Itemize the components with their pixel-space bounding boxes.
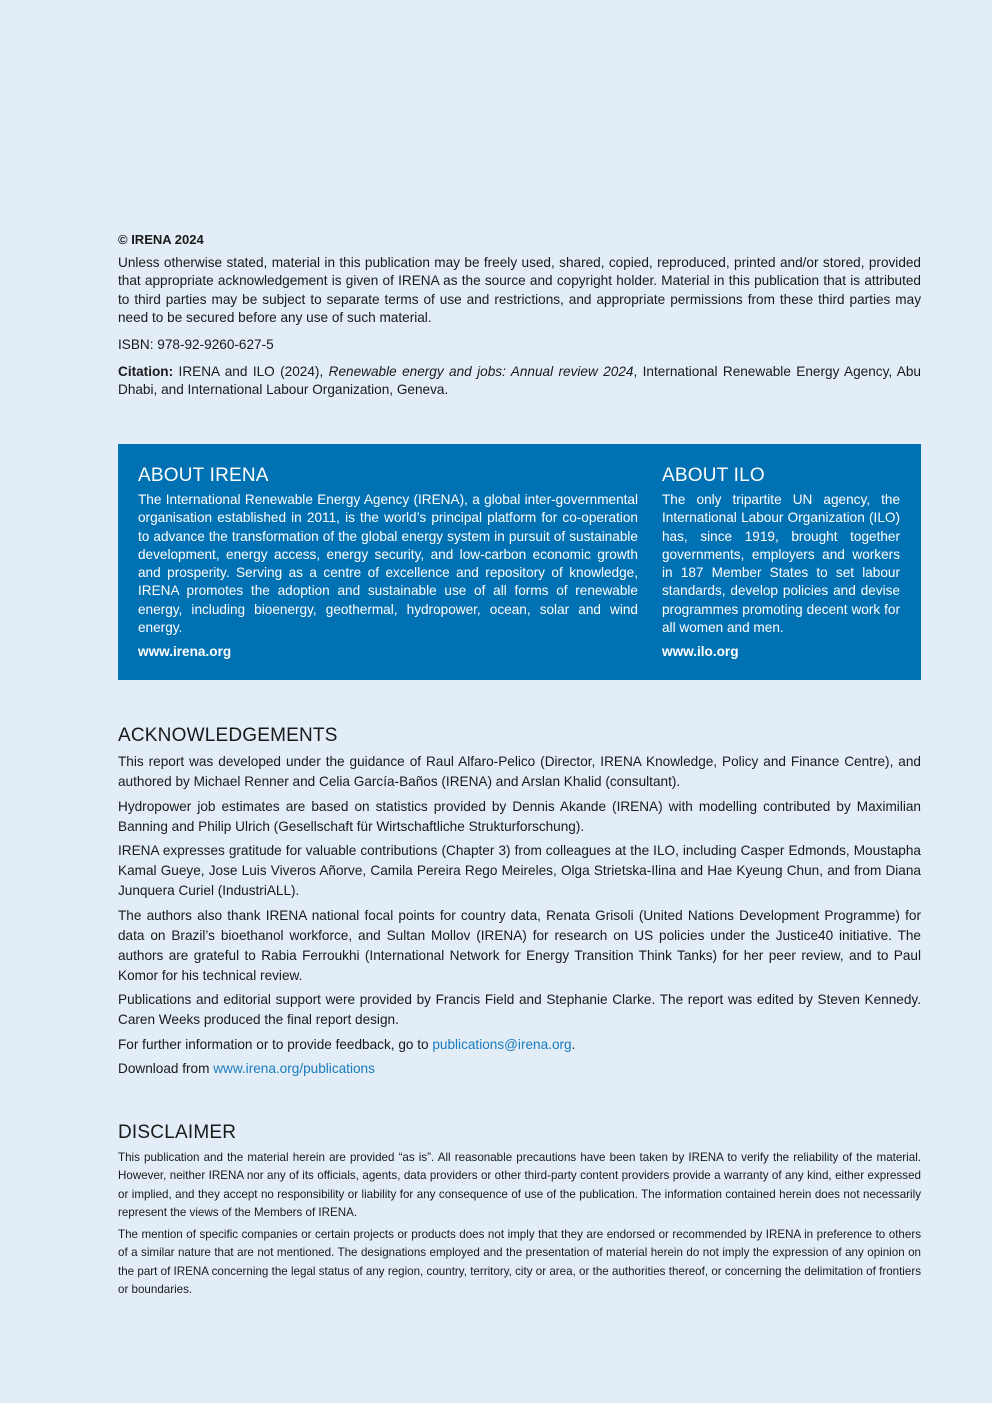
copyright-section — [118, 231, 921, 400]
citation-suffix: , International Renewable Energy Agency, Abu Dhabi, and International Labour Organization, Geneva. — [118, 364, 921, 398]
about-ilo-column — [662, 464, 900, 661]
isbn-text: ISBN: 978-92-9260-627-5 — [118, 337, 274, 353]
about-box — [118, 444, 921, 680]
acknowledgements-paragraph: The authors also thank IRENA national focal points for country data, Renata Grisoli (United Nations Development Programme) for data on Brazil’s bioethanol workforce, and Sultan Mollov (IRENA) for research on US policies under the Justice40 initiative. The authors are grateful to Rabia Ferroukhi (International Network for Energy Transition Think Tanks) for her peer review, and to Paul Komor for his technical review. — [118, 907, 921, 983]
disclaimer-paragraph: The mention of specific companies or certain projects or products does not imply that they are endorsed or recommended by IRENA in preference to others of a similar nature that are not mentioned. The designations employed and the presentation of material herein do not imply the expression of any opinion on the part of IRENA concerning the legal status of any region, country, territory, city or area, or the authorities thereof, or concerning the delimitation of frontiers or boundaries. — [118, 1228, 921, 1297]
citation-title: Renewable energy and jobs: Annual review 2024 — [328, 364, 634, 380]
citation-text — [118, 363, 921, 400]
about-irena-text: The International Renewable Energy Agency (IRENA), a global inter-governmental organisation established in 2011, is the world’s principal platform for co-operation to advance the transformation of the global energy system in pursuit of sustainable development, energy access, energy security, and low-carbon economic growth and prosperity. Serving as a centre of excellence and repository of knowledge, IRENA promotes the adoption and sustainable use of all forms of renewable energy, including bioenergy, geothermal, hydropower, ocean, solar and wind energy. — [138, 492, 638, 636]
acknowledgements-section — [118, 724, 921, 1084]
feedback-suffix: . — [571, 1036, 576, 1052]
about-irena-column — [138, 464, 638, 661]
citation-label: Citation: — [118, 364, 174, 380]
about-ilo-heading: ABOUT ILO — [662, 465, 765, 486]
acknowledgements-heading: ACKNOWLEDGEMENTS — [118, 725, 338, 746]
acknowledgements-paragraph: This report was developed under the guidance of Raul Alfaro-Pelico (Director, IRENA Knowledge, Policy and Finance Centre), and authored by Michael Renner and Celia García-Baños (IRENA) and Arslan Khalid (consultant). — [118, 754, 921, 789]
disclaimer-section — [118, 1121, 921, 1303]
disclaimer-heading: DISCLAIMER — [118, 1122, 237, 1143]
feedback-email-link[interactable]: publications@irena.org — [432, 1036, 572, 1052]
about-ilo-text: The only tripartite UN agency, the International Labour Organization (ILO) has, since 1919, brought together governments, employers and workers in 187 Member States to set labour standards, develop policies and devise programmes promoting decent work for all women and men. — [662, 492, 900, 636]
download-prefix: Download from — [118, 1061, 214, 1076]
copyright-title: © IRENA 2024 — [118, 232, 204, 247]
feedback-prefix: For further information or to provide feedback, go to — [118, 1036, 433, 1052]
about-irena-heading: ABOUT IRENA — [138, 465, 269, 486]
citation-prefix: IRENA and ILO (2024), — [173, 364, 329, 380]
disclaimer-paragraph: This publication and the material herein are provided “as is”. All reasonable precautions have been taken by IRENA to verify the reliability of the material. However, neither IRENA nor any of its officials, agents, data providers or other third-party content providers provide a warranty of any kind, either expressed or implied, and they accept no responsibility or liability for any consequence of use of the publication. The information contained herein does not necessarily represent the views of the Members of IRENA. — [118, 1151, 921, 1219]
download-line — [118, 1059, 921, 1079]
copyright-usage-text: Unless otherwise stated, material in this publication may be freely used, shared, copied, reproduced, printed and/or stored, provided that appropriate acknowledgement is given of IRENA as the source and copyright holder. Material in this publication that is attributed to third parties may be subject to separate terms of use and restrictions, and appropriate permissions from these third parties may need to be secured before any use of such material. — [118, 255, 921, 325]
ilo-website-link[interactable]: www.ilo.org — [662, 644, 739, 660]
page-content — [118, 231, 921, 1297]
feedback-line — [118, 1035, 921, 1055]
irena-website-link[interactable]: www.irena.org — [138, 644, 232, 660]
acknowledgements-paragraph: Hydropower job estimates are based on statistics provided by Dennis Akande (IRENA) with modelling contributed by Maximilian Banning and Philip Ulrich (Gesellschaft für Wirtschaftliche Strukturforschung). — [118, 798, 921, 834]
publications-download-link[interactable]: www.irena.org/publications — [213, 1061, 375, 1076]
acknowledgements-paragraph: Publications and editorial support were provided by Francis Field and Stephanie Clarke. The report was edited by Steven Kennedy. Caren Weeks produced the final report design. — [118, 992, 921, 1027]
acknowledgements-paragraph: IRENA expresses gratitude for valuable contributions (Chapter 3) from colleagues at the ILO, including Casper Edmonds, Moustapha Kamal Gueye, Jose Luis Viveros Añorve, Camila Pereira Rego Meireles, Olga Strietska-Ilina and Hae Kyeung Chun, and from Diana Junquera Curiel (IndustriALL). — [118, 843, 921, 898]
